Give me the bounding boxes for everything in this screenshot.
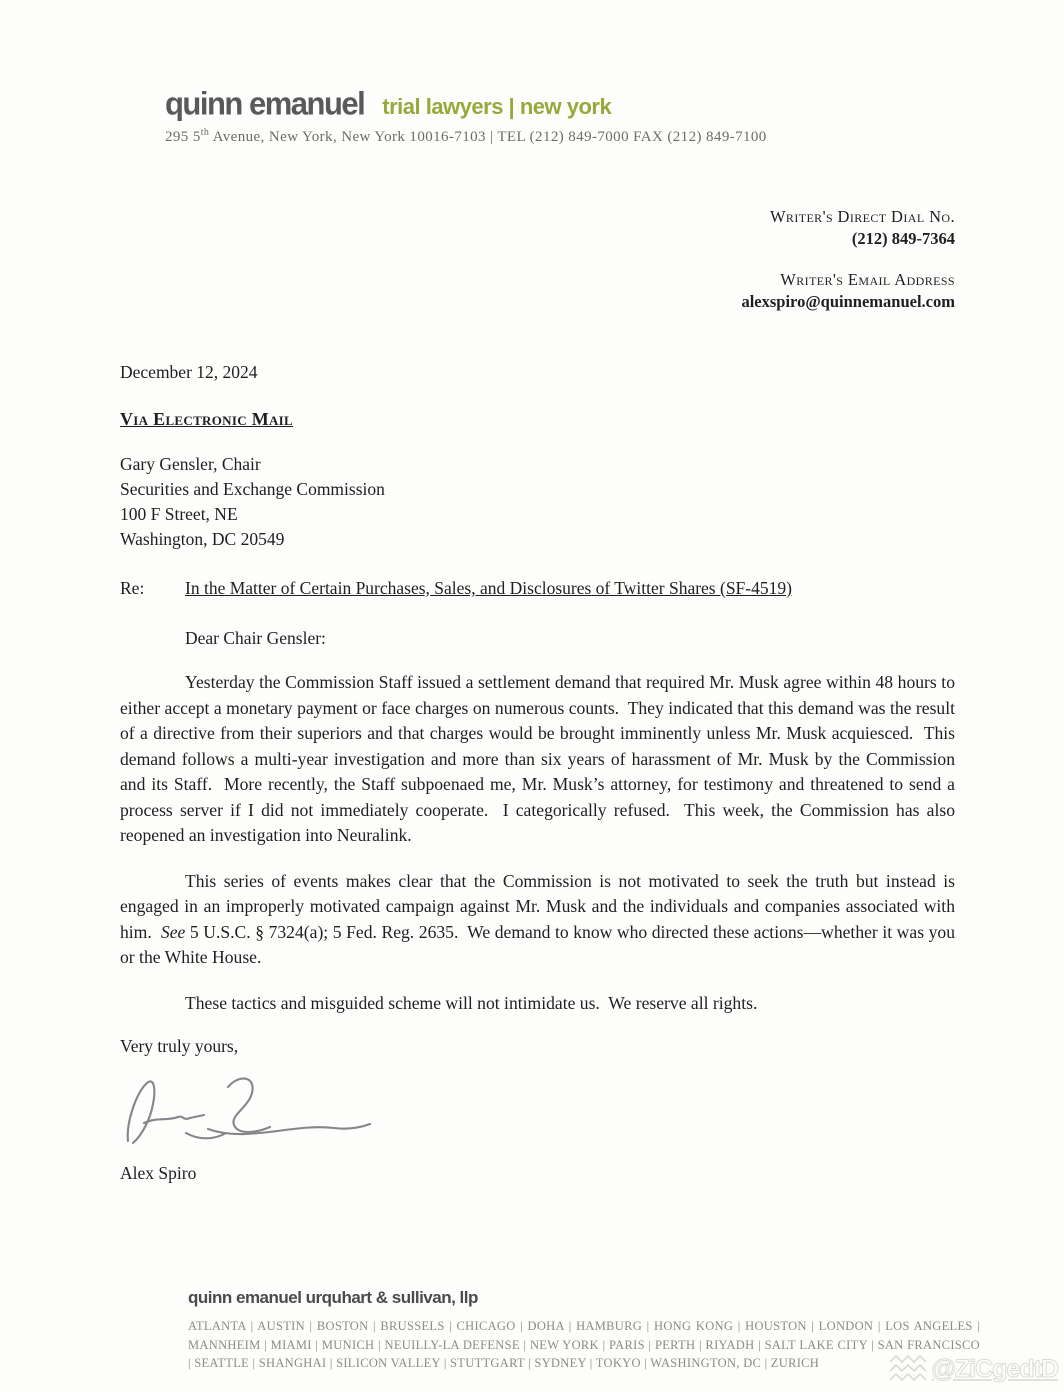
signer-name: Alex Spiro — [120, 1163, 197, 1183]
letterhead-address-prefix: 295 5 — [165, 129, 201, 145]
delivery-method: Via Electronic Mail — [120, 409, 293, 429]
firm-name: quinn emanuel — [165, 85, 365, 122]
writer-dial-label: Writer's Direct Dial No. — [769, 207, 955, 226]
paragraph-text: These tactics and misguided scheme will not intimidate us. We reserve all rights. — [185, 992, 758, 1013]
recipient-address-line: Gary Gensler, Chair — [120, 454, 261, 474]
writer-email-pair — [0, 269, 955, 312]
watermark — [888, 1352, 1058, 1386]
handwritten-signature — [116, 1071, 376, 1153]
salutation: Dear Chair Gensler: — [185, 628, 326, 648]
letter-paragraph — [120, 670, 955, 849]
watermark-text: @ZiCgedtD — [931, 1354, 1058, 1383]
citation-italic: See — [160, 921, 186, 942]
writer-contact-block — [0, 206, 1064, 312]
re-label: Re: — [120, 578, 145, 598]
re-line — [120, 578, 1064, 599]
letter-date: December 12, 2024 — [120, 362, 258, 382]
closing-phrase: Very truly yours, — [120, 1036, 239, 1056]
firm-logo — [165, 86, 1064, 122]
writer-dial-value: (212) 849-7364 — [851, 229, 955, 248]
letterhead-address-suffix: Avenue, New York, New York 10016-7103 | TEL (212) 849-7000 FAX (212) 849-7100 — [209, 129, 767, 145]
footer — [188, 1288, 980, 1373]
firm-tagline: trial lawyers | new york — [382, 94, 612, 119]
writer-dial-pair — [0, 206, 955, 249]
recipient-address-block — [120, 452, 1064, 552]
letter-paragraph — [120, 991, 955, 1017]
waves-icon — [888, 1352, 930, 1386]
paragraph-text: Yesterday the Commission Staff issued a settlement demand that required Mr. Musk agree within 48 hours to either accept a monetary payment or face charges on numerous counts. They indicated that this demand was the result of a directive from their superiors and that charges would be brought imminently unless Mr. Musk acquiesced. This demand follows a multi-year investigation and more than six years of harassment of Mr. Musk by the Commission and its Staff. More recently, the Staff subpoenaed me, Mr. Musk’s attorney, for testimony and threatened to send a process server if I did not immediately cooperate. I categorically refused. This week, the Commission has also reopened an investigation into Neuralink. — [120, 672, 955, 845]
letterhead-address-superscript: th — [200, 127, 210, 138]
signature-icon — [116, 1071, 376, 1153]
letterhead — [0, 0, 1064, 146]
paragraph-text: This series of events makes clear that the Commission is not motivated to seek the truth but instead is engaged in an improperly motivated campaign against Mr. Musk and the individuals and companies associated with him. — [120, 870, 955, 942]
footer-office-list: ATLANTA | AUSTIN | BOSTON | BRUSSELS | CHICAGO | DOHA | HAMBURG | HONG KONG | HOUSTON | LONDON | LOS ANGELES | MANNHEIM | MIAMI | MUNICH | NEUILLY-LA DEFENSE | NEW YORK | PARIS | PERTH | RIYADH | SALT LAKE CITY | SAN FRANCISCO | SEATTLE | SHANGHAI | SILICON VALLEY | STUTTGART | SYDNEY | TOKYO | WASHINGTON, DC | ZURICH — [188, 1319, 980, 1370]
re-subject: In the Matter of Certain Purchases, Sales, and Disclosures of Twitter Shares (SF-4519) — [185, 578, 792, 598]
footer-firm-name: quinn emanuel urquhart & sullivan, llp — [188, 1288, 478, 1307]
recipient-address-line: 100 F Street, NE — [120, 504, 238, 524]
paragraph-text: 5 U.S.C. § 7324(a); 5 Fed. Reg. 2635. We demand to know who directed these actions—whether it was you or the White House. — [120, 921, 955, 967]
letterhead-address — [165, 127, 1064, 146]
recipient-address-line: Securities and Exchange Commission — [120, 479, 385, 499]
writer-email-label: Writer's Email Address — [780, 270, 955, 289]
letter-paragraph — [120, 869, 955, 971]
writer-email-value: alexspiro@quinnemanuel.com — [741, 292, 955, 311]
letter-body — [120, 670, 955, 1016]
recipient-address-line: Washington, DC 20549 — [120, 529, 285, 549]
